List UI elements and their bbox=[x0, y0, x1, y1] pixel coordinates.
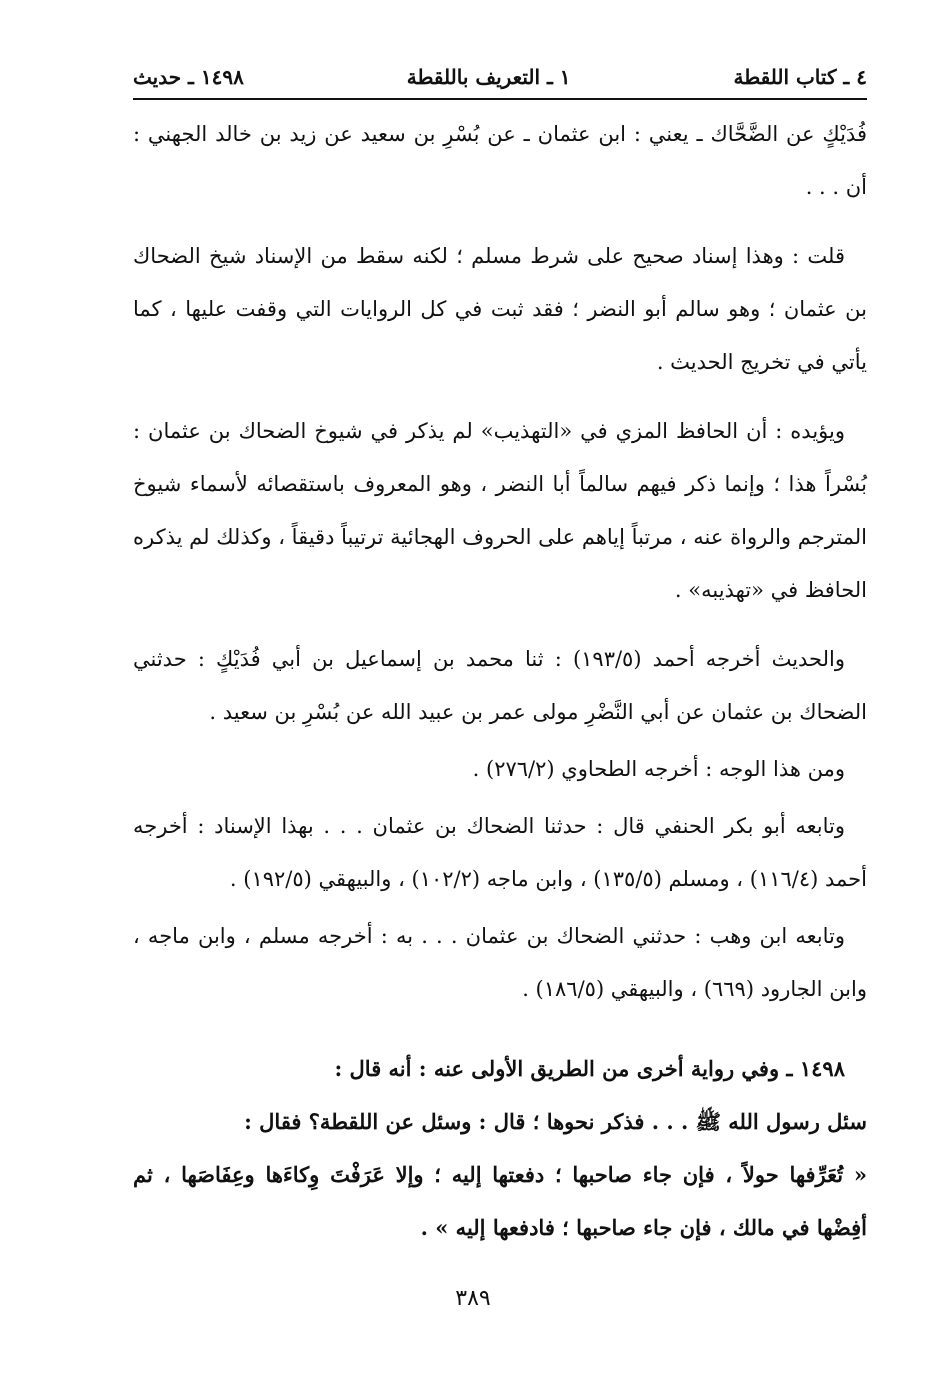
header-section: ١ ـ التعريف باللقطة bbox=[406, 65, 571, 89]
hadith-line: سئل رسول الله ﷺ . . . فذكر نحوها ؛ قال : وسئل عن اللقطة؟ فقال : bbox=[244, 1109, 867, 1134]
paragraph-3: ويؤيده : أن الحافظ المزي في «التهذيب» لم يذكر في شيوخ الضحاك بن عثمان : بُسْراً هذا ؛ وإنما ذكر فيهم سالماً أبا النضر ، وهو المعروف باستقصائه لأسماء شيوخ المترجم والرواة عنه ، مرتباً إياهم على الحروف الهجائية ترتيباً دقيقاً ، وكذلك لم يذكره الحافظ في «تهذيبه» . bbox=[133, 419, 867, 602]
hadith-intro: ١٤٩٨ ـ وفي رواية أخرى من الطريق الأولى عنه : أنه قال : bbox=[334, 1056, 845, 1081]
header-hadith-number: ١٤٩٨ ـ حديث bbox=[133, 65, 244, 89]
paragraph-7: وتابعه ابن وهب : حدثني الضحاك بن عثمان . . . به : أخرجه مسلم ، وابن ماجه ، وابن الجارود (٦٦٩) ، والبيهقي (١٨٦/٥) . bbox=[133, 924, 867, 1001]
paragraph-4: والحديث أخرجه أحمد (١٩٣/٥) : ثنا محمد بن إسماعيل بن أبي فُدَيْكٍ : حدثني الضحاك بن عثمان عن أبي النَّضْرِ مولى عمر بن عبيد الله عن بُسْرِ بن سعيد . bbox=[133, 647, 867, 724]
page-number: ٣٨٩ bbox=[455, 1286, 491, 1311]
paragraph-5: ومن هذا الوجه : أخرجه الطحاوي (٢٧٦/٢) . bbox=[472, 757, 845, 781]
book-page bbox=[133, 62, 867, 1254]
paragraph-6: وتابعه أبو بكر الحنفي قال : حدثنا الضحاك بن عثمان . . . بهذا الإسناد : أخرجه أحمد (١١٦/٤) ، ومسلم (١٣٥/٥) ، وابن ماجه (١٠٢/٢) ، والبيهقي (١٩٢/٥) . bbox=[133, 814, 867, 891]
paragraph-2: قلت : وهذا إسناد صحيح على شرط مسلم ؛ لكنه سقط من الإسناد شيخ الضحاك بن عثمان ؛ وهو سالم أبو النضر ؛ فقد ثبت في كل الروايات التي وقفت عليها ، كما يأتي في تخريج الحديث . bbox=[133, 244, 867, 374]
running-header bbox=[133, 62, 867, 100]
paragraph-1: فُدَيْكٍ عن الضَّحَّاك ـ يعني : ابن عثمان ـ عن بُسْرِ بن سعيد عن زيد بن خالد الجهني : أن . . . bbox=[133, 122, 867, 199]
page-body bbox=[133, 108, 867, 1254]
hadith-text: « تُعَرِّفها حولاً ، فإن جاء صاحبها ؛ دفعتها إليه ؛ وإلا عَرَفْتَ وِكاءَها وعِفَاصَها ، ثم أفِضْها في مالك ، فإن جاء صاحبها ؛ فادفعها إليه » . bbox=[133, 1162, 867, 1240]
header-chapter: ٤ ـ كتاب اللقطة bbox=[733, 65, 867, 89]
hadith-block bbox=[133, 1042, 867, 1254]
